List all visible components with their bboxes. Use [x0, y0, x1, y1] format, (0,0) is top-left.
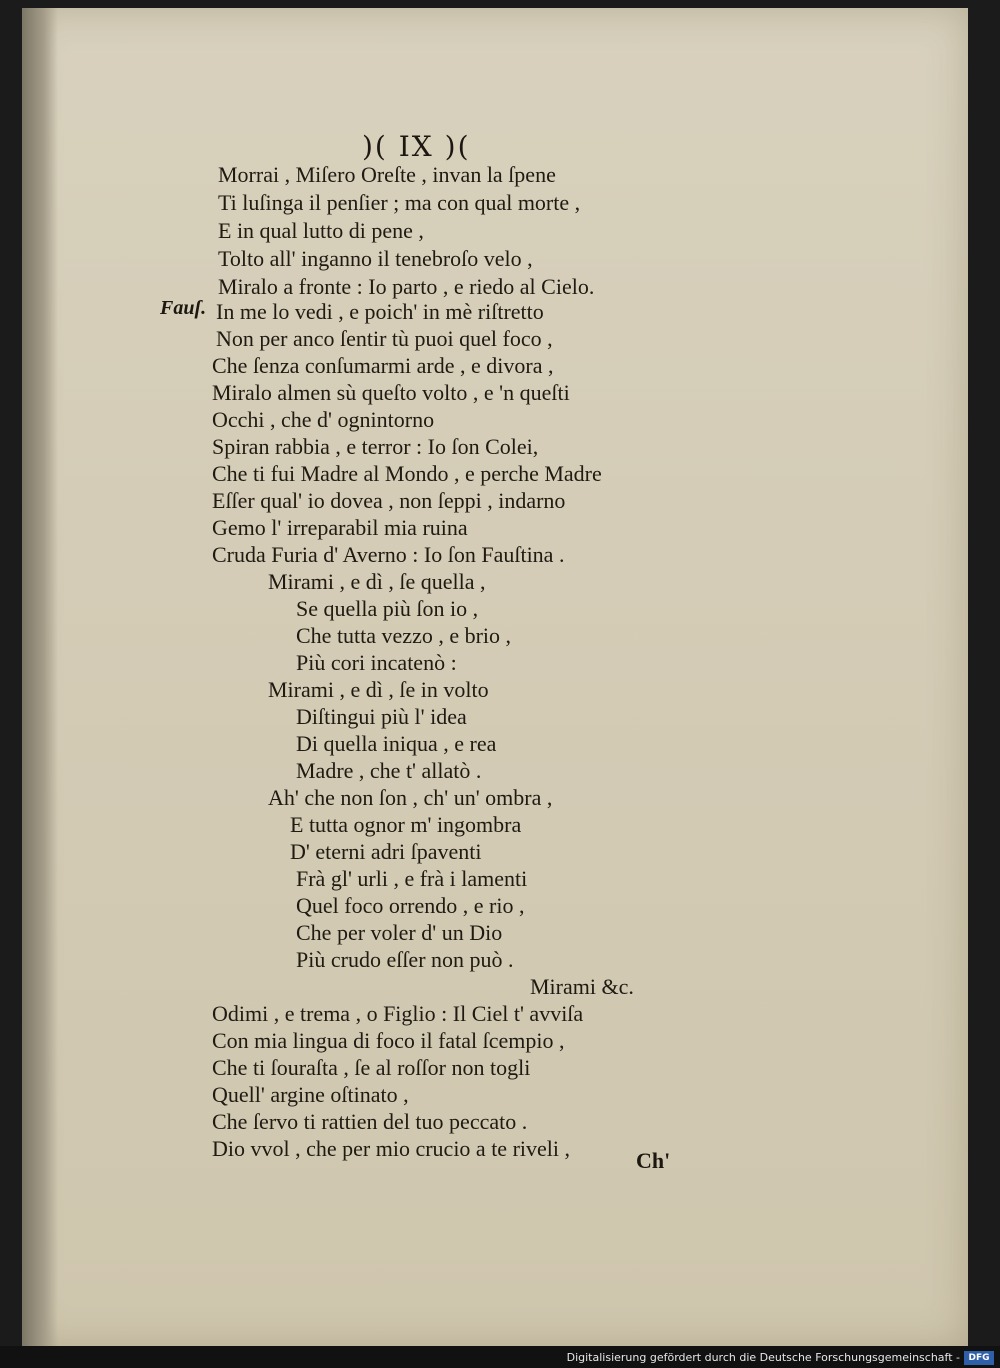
page-number-mark: )( IX )( — [362, 130, 471, 163]
verse-line: Miralo almen sù queſto volto , e 'n queſti — [212, 380, 570, 405]
verse-line: Ah' che non ſon , ch' un' ombra , — [268, 785, 553, 810]
verse-line: Mirami , e dì , ſe quella , — [268, 569, 486, 594]
footer-credit-text: Digitalisierung gefördert durch die Deutsche Forschungsgemeinschaft - — [566, 1351, 960, 1364]
speaker-label: Fauſ. — [160, 297, 207, 319]
verse-line: Che ti ſouraſta , ſe al roſſor non togli — [212, 1055, 531, 1080]
verse-line: Più cori incatenò : — [296, 650, 457, 675]
verse-line: Ti luſinga il penſier ; ma con qual morte , — [218, 190, 581, 215]
verse-line: E in qual lutto di pene , — [218, 218, 424, 243]
verse-line: Eſſer qual' io dovea , non ſeppi , indarno — [212, 488, 566, 513]
verse-line: Tolto all' inganno il tenebroſo velo , — [218, 246, 533, 271]
verse-line: Mirami , e dì , ſe in volto — [268, 677, 489, 702]
verse-line: Che ti fui Madre al Mondo , e perche Madre — [212, 461, 602, 486]
verse-line: Morrai , Miſero Oreſte , invan la ſpene — [218, 162, 556, 187]
verse-line: Mirami &c. — [530, 974, 634, 999]
verse-line: Che ſervo ti rattien del tuo peccato . — [212, 1109, 528, 1134]
verse-line: E tutta ognor m' ingombra — [290, 812, 522, 837]
verse-line: Madre , che t' allatò . — [296, 758, 482, 783]
verse-line: Occhi , che d' ognintorno — [212, 407, 435, 432]
verse-line: Di quella iniqua , e rea — [296, 731, 497, 756]
dfg-logo-icon: DFG — [964, 1351, 994, 1365]
verse-line: Se quella più ſon io , — [296, 596, 479, 621]
verse-line: Diſtingui più l' idea — [296, 704, 467, 729]
verse-line: Dio vvol , che per mio crucio a te riveli , — [212, 1136, 570, 1161]
verse-line: Con mia lingua di foco il fatal ſcempio , — [212, 1028, 565, 1053]
verse-line: In me lo vedi , e poich' in mè riſtretto — [216, 299, 544, 324]
verse-line: D' eterni adri ſpaventi — [290, 839, 482, 864]
verse-line: Spiran rabbia , e terror : Io ſon Colei, — [212, 434, 539, 459]
verse-line: Frà gl' urli , e frà i lamenti — [296, 866, 528, 891]
verse-line: Quel foco orrendo , e rio , — [296, 893, 525, 918]
verse-line: Quell' argine oſtinato , — [212, 1082, 409, 1107]
verse-line: Miralo a fronte : Io parto , e riedo al Cielo. — [218, 274, 595, 299]
verse-line: Che per voler d' un Dio — [296, 920, 503, 945]
catchword: Ch' — [636, 1148, 671, 1173]
verse-line: Più crudo eſſer non può . — [296, 947, 514, 972]
footer-bar — [0, 1346, 1000, 1368]
verse-line: Che ſenza conſumarmi arde , e divora , — [212, 353, 554, 378]
verse-line: Cruda Furia d' Averno : Io ſon Fauſtina . — [212, 542, 565, 567]
verse-line: Che tutta vezzo , e brio , — [296, 623, 512, 648]
verse-line: Non per anco ſentir tù puoi quel foco , — [216, 326, 553, 351]
verse-line: Odimi , e trema , o Figlio : Il Ciel t' avviſa — [212, 1001, 584, 1026]
page-spine-shadow — [22, 8, 58, 1348]
verse-line: Gemo l' irreparabil mia ruina — [212, 515, 468, 540]
